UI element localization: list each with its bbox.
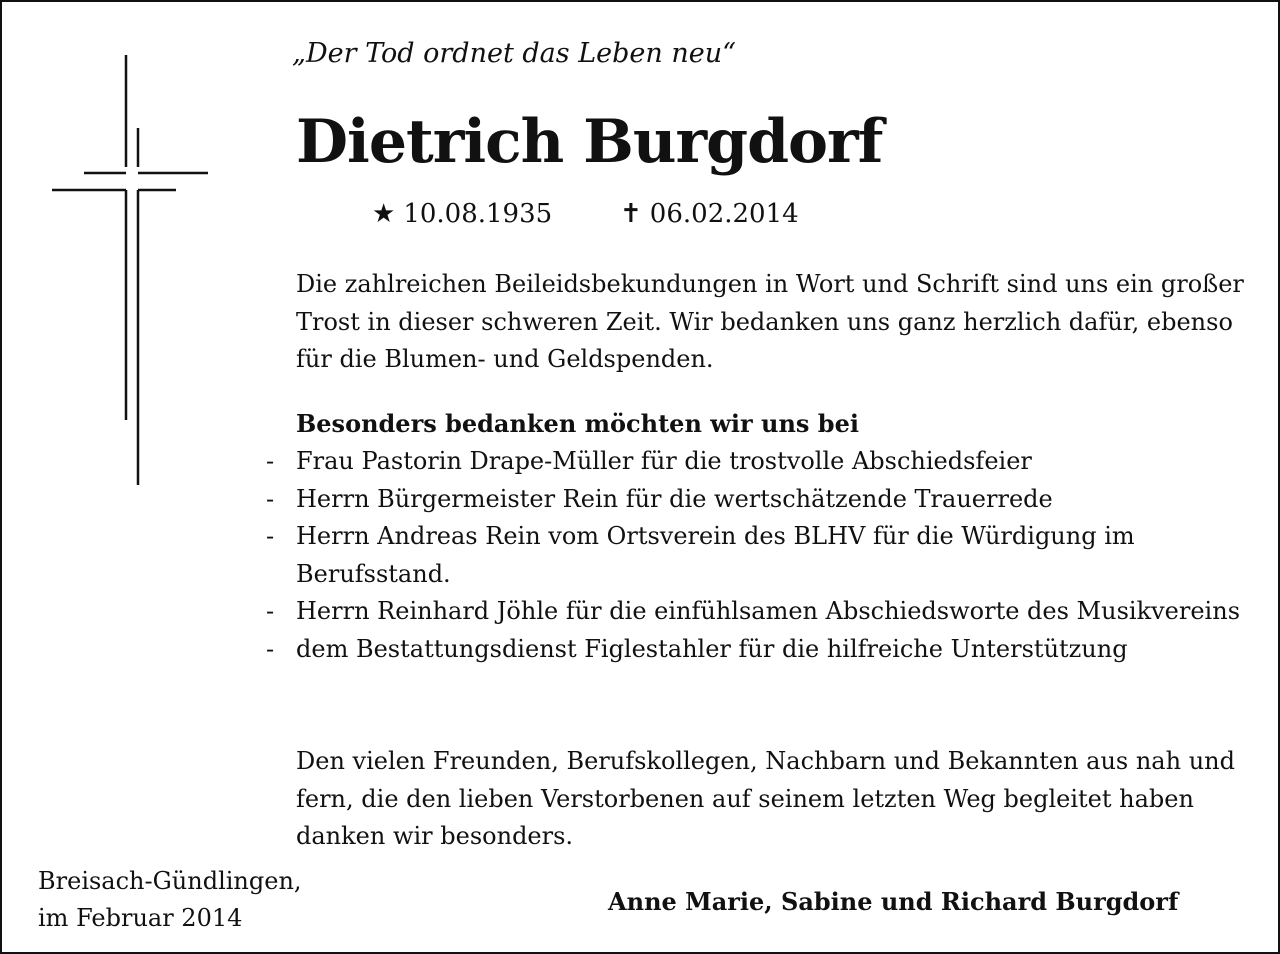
list-item-text: Herrn Andreas Rein vom Ortsverein des BLHV für die Würdigung im Berufsstand. — [296, 522, 1135, 588]
date-line: im Februar 2014 — [38, 904, 243, 932]
death-date — [620, 199, 799, 229]
list-item-text: dem Bestattungsdienst Figlestahler für die hilfreiche Unterstützung — [296, 634, 1128, 663]
intro-text: Die zahlreichen Beileidsbekundungen in Wort und Schrift sind uns ein großer Trost in dieser schweren Zeit. Wir bedanken uns ganz herzlich dafür, ebenso für die Blumen- und Geldspenden. — [296, 270, 1244, 373]
cross-small-icon: ✝ — [620, 199, 642, 229]
thanks-heading: Besonders bedanken möchten wir uns bei — [296, 409, 859, 438]
star-icon: ★ — [372, 199, 396, 229]
death-date-value: 06.02.2014 — [649, 199, 799, 229]
bullet-dash: - — [266, 634, 275, 663]
bullet-dash: - — [266, 597, 275, 625]
list-item — [266, 518, 1256, 593]
list-item-text: Frau Pastorin Drape-Müller für die trostvolle Abschiedsfeier — [296, 447, 1032, 475]
cross-icon — [50, 55, 212, 487]
bullet-dash: - — [266, 522, 275, 550]
intro-paragraph — [296, 266, 1256, 379]
family-signature: Anne Marie, Sabine und Richard Burgdorf — [608, 887, 1179, 916]
place-and-date — [38, 863, 302, 937]
motto-quote: „Der Tod ordnet das Leben neu“ — [292, 38, 736, 69]
birth-date — [372, 199, 552, 229]
thanks-list — [266, 443, 1256, 668]
list-item — [266, 593, 1256, 631]
list-item — [266, 631, 1256, 669]
bullet-dash: - — [266, 484, 275, 513]
list-item — [266, 443, 1256, 481]
place-line: Breisach-Gündlingen, — [38, 867, 302, 895]
outro-paragraph — [296, 743, 1256, 856]
list-item-text: Herrn Bürgermeister Rein für die wertschätzende Trauerrede — [296, 484, 1053, 513]
bullet-dash: - — [266, 447, 275, 475]
outro-text: Den vielen Freunden, Berufskollegen, Nachbarn und Bekannten aus nah und fern, die den lieben Verstorbenen auf seinem letzten Weg begleitet haben danken wir besonders. — [296, 747, 1235, 850]
list-item-text: Herrn Reinhard Jöhle für die einfühlsamen Abschiedsworte des Musikvereins — [296, 597, 1241, 625]
birth-date-value: 10.08.1935 — [403, 199, 553, 229]
list-item — [266, 481, 1256, 519]
deceased-name: Dietrich Burgdorf — [296, 107, 883, 177]
